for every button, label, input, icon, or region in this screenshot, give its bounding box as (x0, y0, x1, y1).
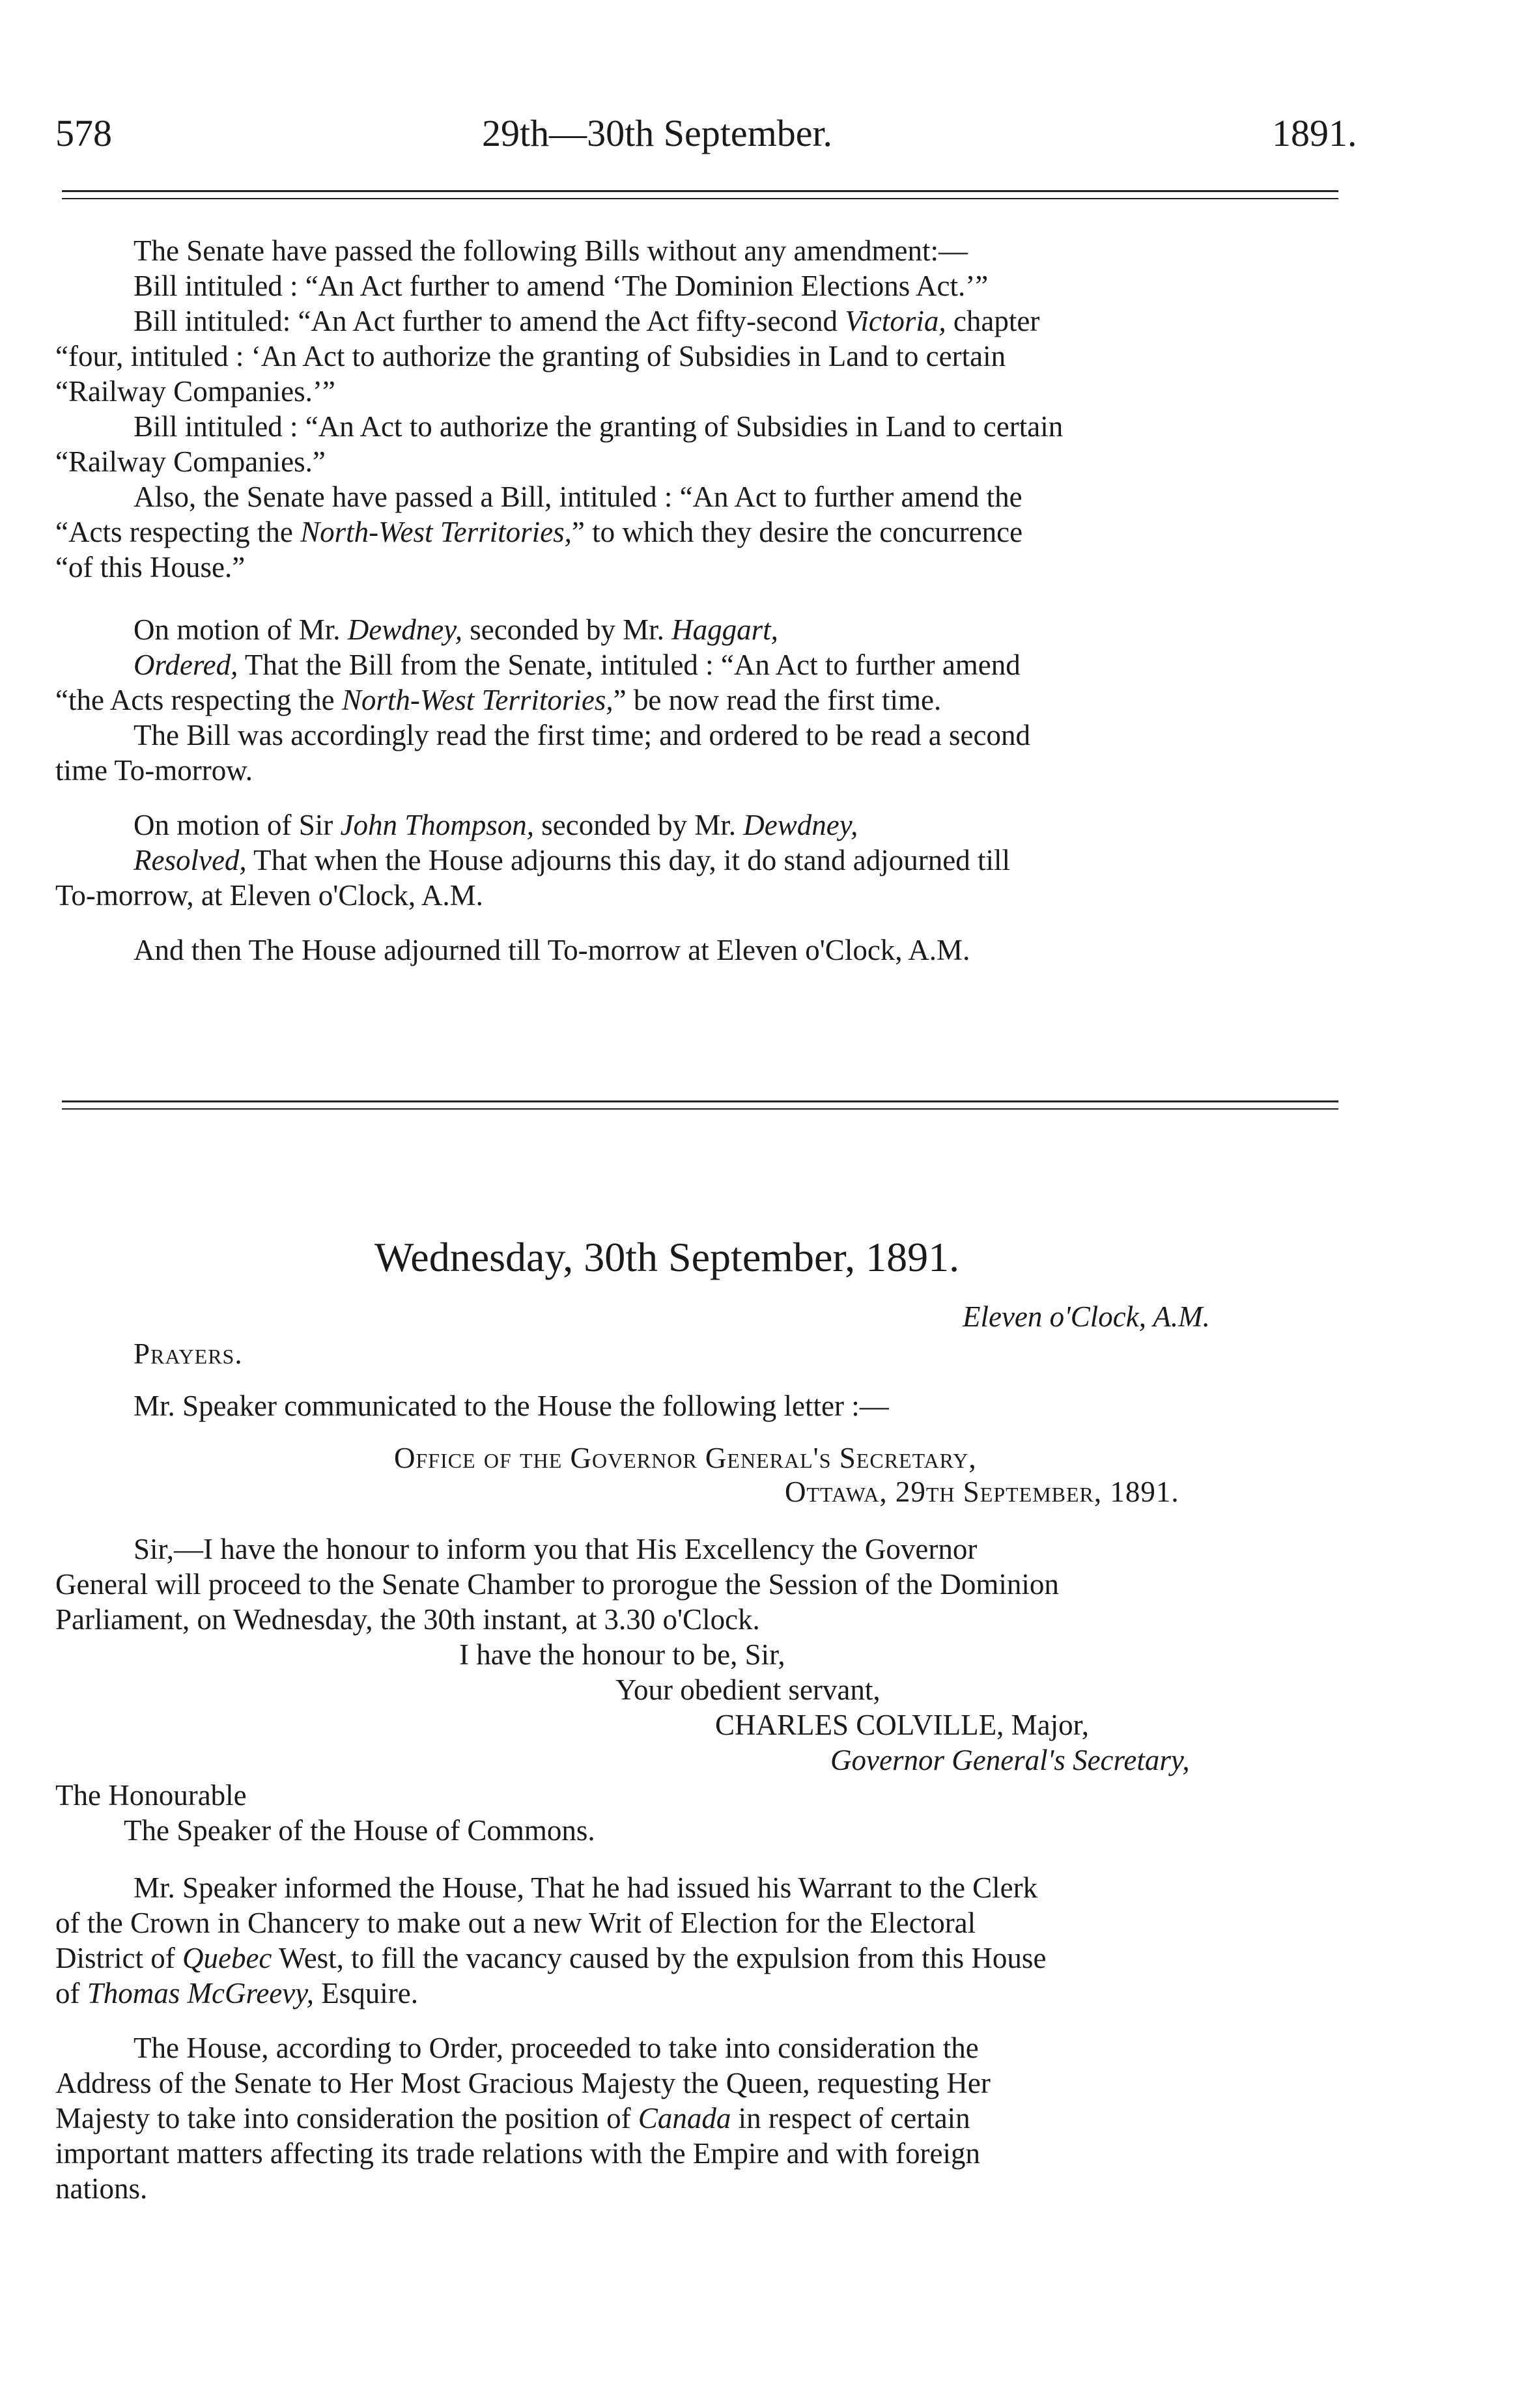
paragraph: “four, intituled : ‘An Act to authorize the granting of Subsidies in Land to certain (55, 340, 1006, 372)
paragraph: Majesty to take into consideration the position of Canada in respect of certain (55, 2102, 970, 2135)
paragraph: Mr. Speaker informed the House, That he had issued his Warrant to the Clerk (134, 1871, 1038, 1904)
paragraph: The Senate have passed the following Bills without any amendment:— (134, 234, 968, 267)
paragraph: “Railway Companies.” (55, 445, 326, 478)
paragraph: “the Acts respecting the North-West Territories,” be now read the first time. (55, 684, 942, 716)
letter-closing: I have the honour to be, Sir, (459, 1638, 785, 1671)
paragraph: Mr. Speaker communicated to the House the following letter :— (134, 1390, 889, 1422)
paragraph: Resolved, That when the House adjourns this day, it do stand adjourned till (134, 844, 1010, 876)
paragraph: “Acts respecting the North-West Territories,” to which they desire the concurrence (55, 516, 1023, 548)
paragraph: “of this House.” (55, 551, 246, 583)
section-rule-top (62, 1100, 1338, 1102)
paragraph: And then The House adjourned till To-morrow at Eleven o'Clock, A.M. (134, 934, 970, 966)
paragraph: The Bill was accordingly read the first time; and ordered to be read a second (134, 719, 1030, 751)
paragraph: Ordered, That the Bill from the Senate, intituled : “An Act to further amend (134, 649, 1021, 681)
paragraph: On motion of Sir John Thompson, seconded by Mr. Dewdney, (134, 809, 858, 841)
letter-body: Sir,—I have the honour to inform you that His Excellency the Governor (134, 1533, 978, 1565)
letter-signature: CHARLES COLVILLE, Major, (715, 1709, 1090, 1741)
header-rule-top (62, 190, 1338, 192)
paragraph: The House, according to Order, proceeded to take into consideration the (134, 2032, 979, 2064)
sitting-time: Eleven o'Clock, A.M. (963, 1300, 1210, 1333)
running-title: 29th—30th September. (482, 112, 833, 154)
letter-addressee: The Speaker of the House of Commons. (124, 1814, 595, 1847)
paragraph: Bill intituled : “An Act further to amend ‘The Dominion Elections Act.’” (134, 270, 989, 302)
page-number: 578 (55, 112, 112, 154)
paragraph: of the Crown in Chancery to make out a new Writ of Election for the Electoral (55, 1907, 976, 1939)
letter-closing: Your obedient servant, (615, 1673, 881, 1706)
paragraph: Bill intituled : “An Act to authorize the granting of Subsidies in Land to certain (134, 410, 1064, 443)
paragraph: time To-morrow. (55, 754, 253, 787)
paragraph: important matters affecting its trade relations with the Empire and with foreign (55, 2137, 981, 2170)
paragraph: Also, the Senate have passed a Bill, intituled : “An Act to further amend the (134, 481, 1022, 513)
letter-body: Parliament, on Wednesday, the 30th instant, at 3.30 o'Clock. (55, 1603, 760, 1636)
paragraph: To-morrow, at Eleven o'Clock, A.M. (55, 879, 483, 912)
section-rule-bottom (62, 1108, 1338, 1110)
paragraph: District of Quebec West, to fill the vacancy caused by the expulsion from this House (55, 1942, 1047, 1974)
letter-signature-title: Governor General's Secretary, (830, 1744, 1190, 1776)
letter-place-date: Ottawa, 29th September, 1891. (785, 1476, 1179, 1508)
paragraph: Address of the Senate to Her Most Gracious Majesty the Queen, requesting Her (55, 2067, 991, 2099)
paragraph: “Railway Companies.’” (55, 375, 335, 408)
letter-office: Office of the Governor General's Secretary, (394, 1442, 977, 1474)
paragraph: On motion of Mr. Dewdney, seconded by Mr. Haggart, (134, 613, 778, 646)
paragraph: of Thomas McGreevy, Esquire. (55, 1977, 418, 2009)
page-year: 1891. (1272, 112, 1357, 154)
day-title: Wednesday, 30th September, 1891. (374, 1234, 960, 1280)
paragraph: Bill intituled: “An Act further to amend the Act fifty-second Victoria, chapter (134, 305, 1040, 337)
paragraph: nations. (55, 2172, 148, 2205)
header-rule-bottom (62, 198, 1338, 199)
prayers-label: Prayers. (134, 1337, 243, 1370)
letter-body: General will proceed to the Senate Chamber to prorogue the Session of the Dominion (55, 1568, 1059, 1601)
letter-addressee: The Honourable (55, 1779, 247, 1812)
